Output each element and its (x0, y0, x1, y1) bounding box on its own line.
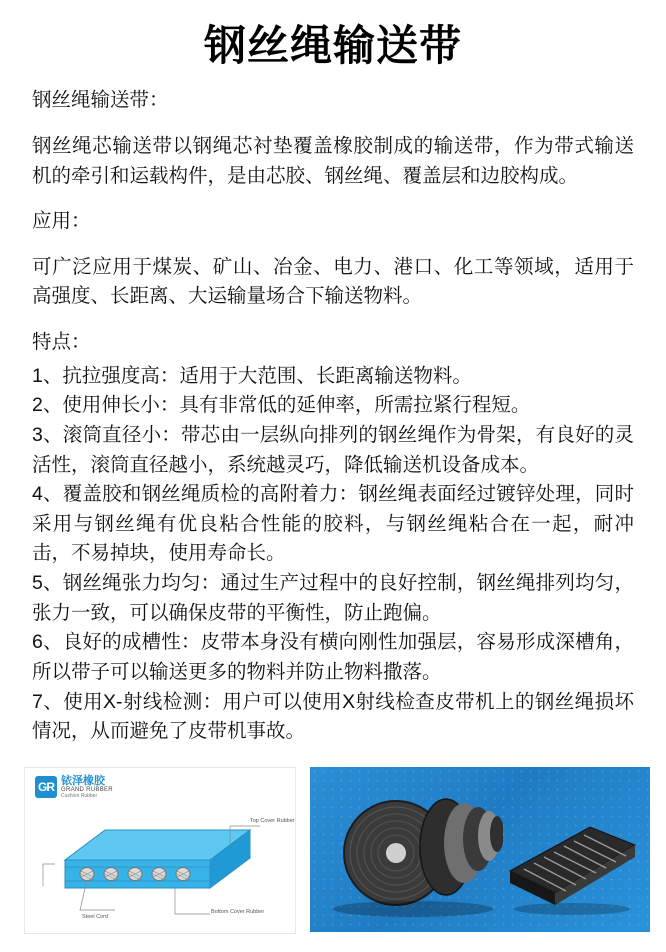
feature-item: 4、覆盖胶和钢丝绳质检的高附着力：钢丝绳表面经过镀锌处理，同时采用与钢丝绳有优良粘合性能的胶料，与钢丝绳粘合在一起，耐冲击，不易掉块，使用寿命长。 (32, 483, 634, 565)
feature-item: 6、良好的成槽性：皮带本身没有横向刚性加强层，容易形成深槽角，所以带子可以输送更多的物料并防止物料撒落。 (32, 631, 634, 683)
belt-rolls-graphic (318, 781, 503, 921)
section-heading-product: 钢丝绳输送带： (32, 89, 169, 112)
section-body-application: 可广泛应用于煤炭、矿山、冶金、电力、港口、化工等领域，适用于高强度、长距离、大运输量场合下输送物料。 (32, 255, 634, 308)
feature-item: 7、使用X-射线检测：用户可以使用X射线检查皮带机上的钢丝绳损坏情况，从而避免了皮带机事故。 (32, 690, 634, 743)
logo-english-name: GRAND RUBBER (61, 787, 113, 794)
document-page (0, 22, 666, 952)
feature-item: 2、使用伸长小：具有非常低的延伸率，所需拉紧行程短。 (32, 394, 531, 417)
label-bottom-cover-rubber: Bottom Cover Rubber (211, 908, 265, 915)
image-gallery (0, 767, 666, 934)
label-top-cover-rubber: Top Cover Rubber (250, 817, 295, 824)
logo-subtext: Cushion Rubber (61, 792, 98, 799)
page-title: 钢丝绳输送带 (203, 22, 462, 69)
document-body (0, 86, 666, 747)
belt-structure-diagram (24, 767, 296, 934)
product-photo (310, 767, 650, 932)
feature-item: 5、钢丝绳张力均匀：通过生产过程中的良好控制，钢丝绳排列均匀，张力一致，可以确保皮带的平衡性，防止跑偏。 (32, 572, 634, 624)
section-heading-features: 特点： (32, 331, 91, 354)
section-body-product: 钢丝绳芯输送带以钢绳芯衬垫覆盖橡胶制成的输送带，作为带式输送机的牵引和运载构件，是由芯胶、钢丝绳、覆盖层和边胶构成。 (32, 134, 634, 187)
label-steel-cord: Steel Cord (82, 913, 108, 920)
feature-item: 1、抗拉强度高：适用于大范围、长距离输送物料。 (32, 364, 472, 387)
logo-chinese-name: 铱泽橡胶 (61, 774, 105, 787)
logo-mark-icon: GR (35, 776, 57, 798)
belt-slab-graphic (500, 811, 640, 916)
feature-item: 3、滚筒直径小：带芯由一层纵向排列的钢丝绳作为骨架，有良好的灵活性，滚筒直径越小，系统越灵巧，降低输送机设备成本。 (32, 423, 634, 476)
section-heading-application: 应用： (32, 210, 91, 233)
